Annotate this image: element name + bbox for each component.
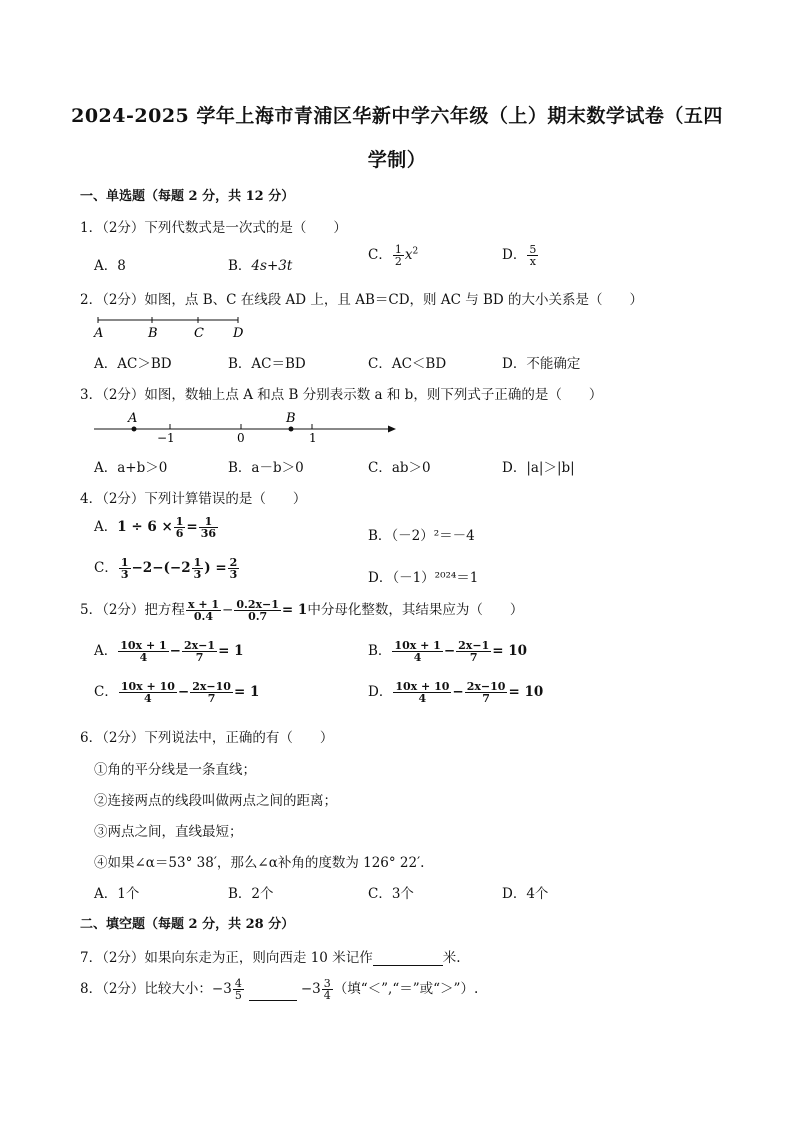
q4-option-a: A．1 ÷ 6 × $\frac{1}{6}$ = $\frac{1}{36}$ xyxy=(94,515,217,540)
q6-statement-4: ④如果∠α＝53° 38′，那么∠α补角的度数为 126° 22′. xyxy=(94,855,425,871)
page-title-cont: 学制） xyxy=(367,149,427,171)
q1-option-c: C． $\frac{1}{2}$ $x^2$ xyxy=(368,243,419,268)
question-1-stem: 1．（2分）下列代数式是一次式的是（ ） xyxy=(80,220,347,236)
q3-option-b: B．a－b＞0 xyxy=(228,460,304,476)
q4-option-d: D．（－1）²⁰²⁴＝1 xyxy=(368,570,479,586)
tick-label-one: 1 xyxy=(309,431,317,445)
tick-label-minus-one: −1 xyxy=(157,431,175,445)
section-heading-fill-in: 二、填空题（每题 2 分，共 28 分） xyxy=(80,917,295,932)
q5-option-d: D． $\frac{10x + 10}{4}$ − $\frac{2x-10}{7}$ = 10 xyxy=(368,680,544,705)
q5-option-b: B． $\frac{10x + 1}{4}$ − $\frac{2x-1}{7}$ = 10 xyxy=(368,639,528,664)
q1-option-b: B．4s+3t xyxy=(228,258,293,274)
point-b-label: B xyxy=(148,326,158,341)
q6-statement-2: ②连接两点的线段叫做两点之间的距离； xyxy=(94,793,337,809)
point-b-dot xyxy=(289,427,294,432)
q4-option-b: B．（－2）²＝－4 xyxy=(368,528,475,544)
point-a-dot xyxy=(132,427,137,432)
q2-option-a: A．AC＞BD xyxy=(94,356,172,372)
q2-option-b: B．AC＝BD xyxy=(228,356,306,372)
question-2-stem: 2．（2分）如图，点 B、C 在线段 AD 上，且 AB＝CD，则 AC 与 BD 的大小关系是（ ） xyxy=(80,292,644,308)
question-5-stem: 5．（2分）把方程 $\frac{x + 1}{0.4}$ − $\frac{0.2x-1}{0.7}$ = 1中分母化整数，其结果应为（ ） xyxy=(80,598,524,623)
question-6-stem: 6．（2分）下列说法中，正确的有（ ） xyxy=(80,730,334,746)
page-title: 2024-2025 学年上海市青浦区华新中学六年级（上）期末数学试卷（五四 xyxy=(71,105,723,127)
q5-option-a: A． $\frac{10x + 1}{4}$ − $\frac{2x-1}{7}$ = 1 xyxy=(94,639,244,664)
number-line-figure xyxy=(90,408,400,448)
q3-option-c: C．ab＞0 xyxy=(368,460,431,476)
point-a-label: A xyxy=(128,411,138,426)
q3-option-a: A．a+b＞0 xyxy=(94,460,168,476)
q1-option-d: D． $\frac{5}{x}$ xyxy=(502,243,537,268)
q6-statement-3: ③两点之间，直线最短； xyxy=(94,824,243,840)
answer-blank[interactable] xyxy=(373,951,443,966)
arrow-icon xyxy=(388,426,396,433)
q6-option-d: D．4个 xyxy=(502,886,549,902)
q2-option-c: C．AC＜BD xyxy=(368,356,447,372)
q2-option-d: D．不能确定 xyxy=(502,356,581,372)
tick-label-zero: 0 xyxy=(237,431,245,445)
section-heading-single-choice: 一、单选题（每题 2 分，共 12 分） xyxy=(80,189,295,204)
q6-option-b: B．2个 xyxy=(228,886,274,902)
question-8: 8．（2分）比较大小：−3 $\frac{4}{5}$ −3 $\frac{3}{4}$ （填“＜”,“＝”或“＞”）. xyxy=(80,977,479,1002)
point-c-label: C xyxy=(194,326,204,341)
q1-option-a: A．8 xyxy=(94,258,126,274)
q5-option-c: C． $\frac{10x + 10}{4}$ − $\frac{2x-10}{7}$ = 1 xyxy=(94,680,260,705)
question-4-stem: 4．（2分）下列计算错误的是（ ） xyxy=(80,491,307,507)
question-7: 7．（2分）如果向东走为正，则向西走 10 米记作 米. xyxy=(80,950,461,966)
q6-option-c: C．3个 xyxy=(368,886,414,902)
point-d-label: D xyxy=(233,326,244,341)
answer-blank[interactable] xyxy=(249,986,297,1001)
point-a-label: A xyxy=(94,326,104,341)
q6-statement-1: ①角的平分线是一条直线； xyxy=(94,762,256,778)
q6-option-a: A．1个 xyxy=(94,886,140,902)
point-b-label: B xyxy=(286,411,296,426)
question-3-stem: 3．（2分）如图，数轴上点 A 和点 B 分别表示数 a 和 b，则下列式子正确的是（ ） xyxy=(80,387,603,403)
q4-option-c: C． $\frac{1}{3}$ −2−(−2 $\frac{1}{3}$ ) = $\frac{2}{3}$ xyxy=(94,556,238,581)
segment-figure xyxy=(90,314,250,344)
q3-option-d: D．|a|＞|b| xyxy=(502,460,575,476)
